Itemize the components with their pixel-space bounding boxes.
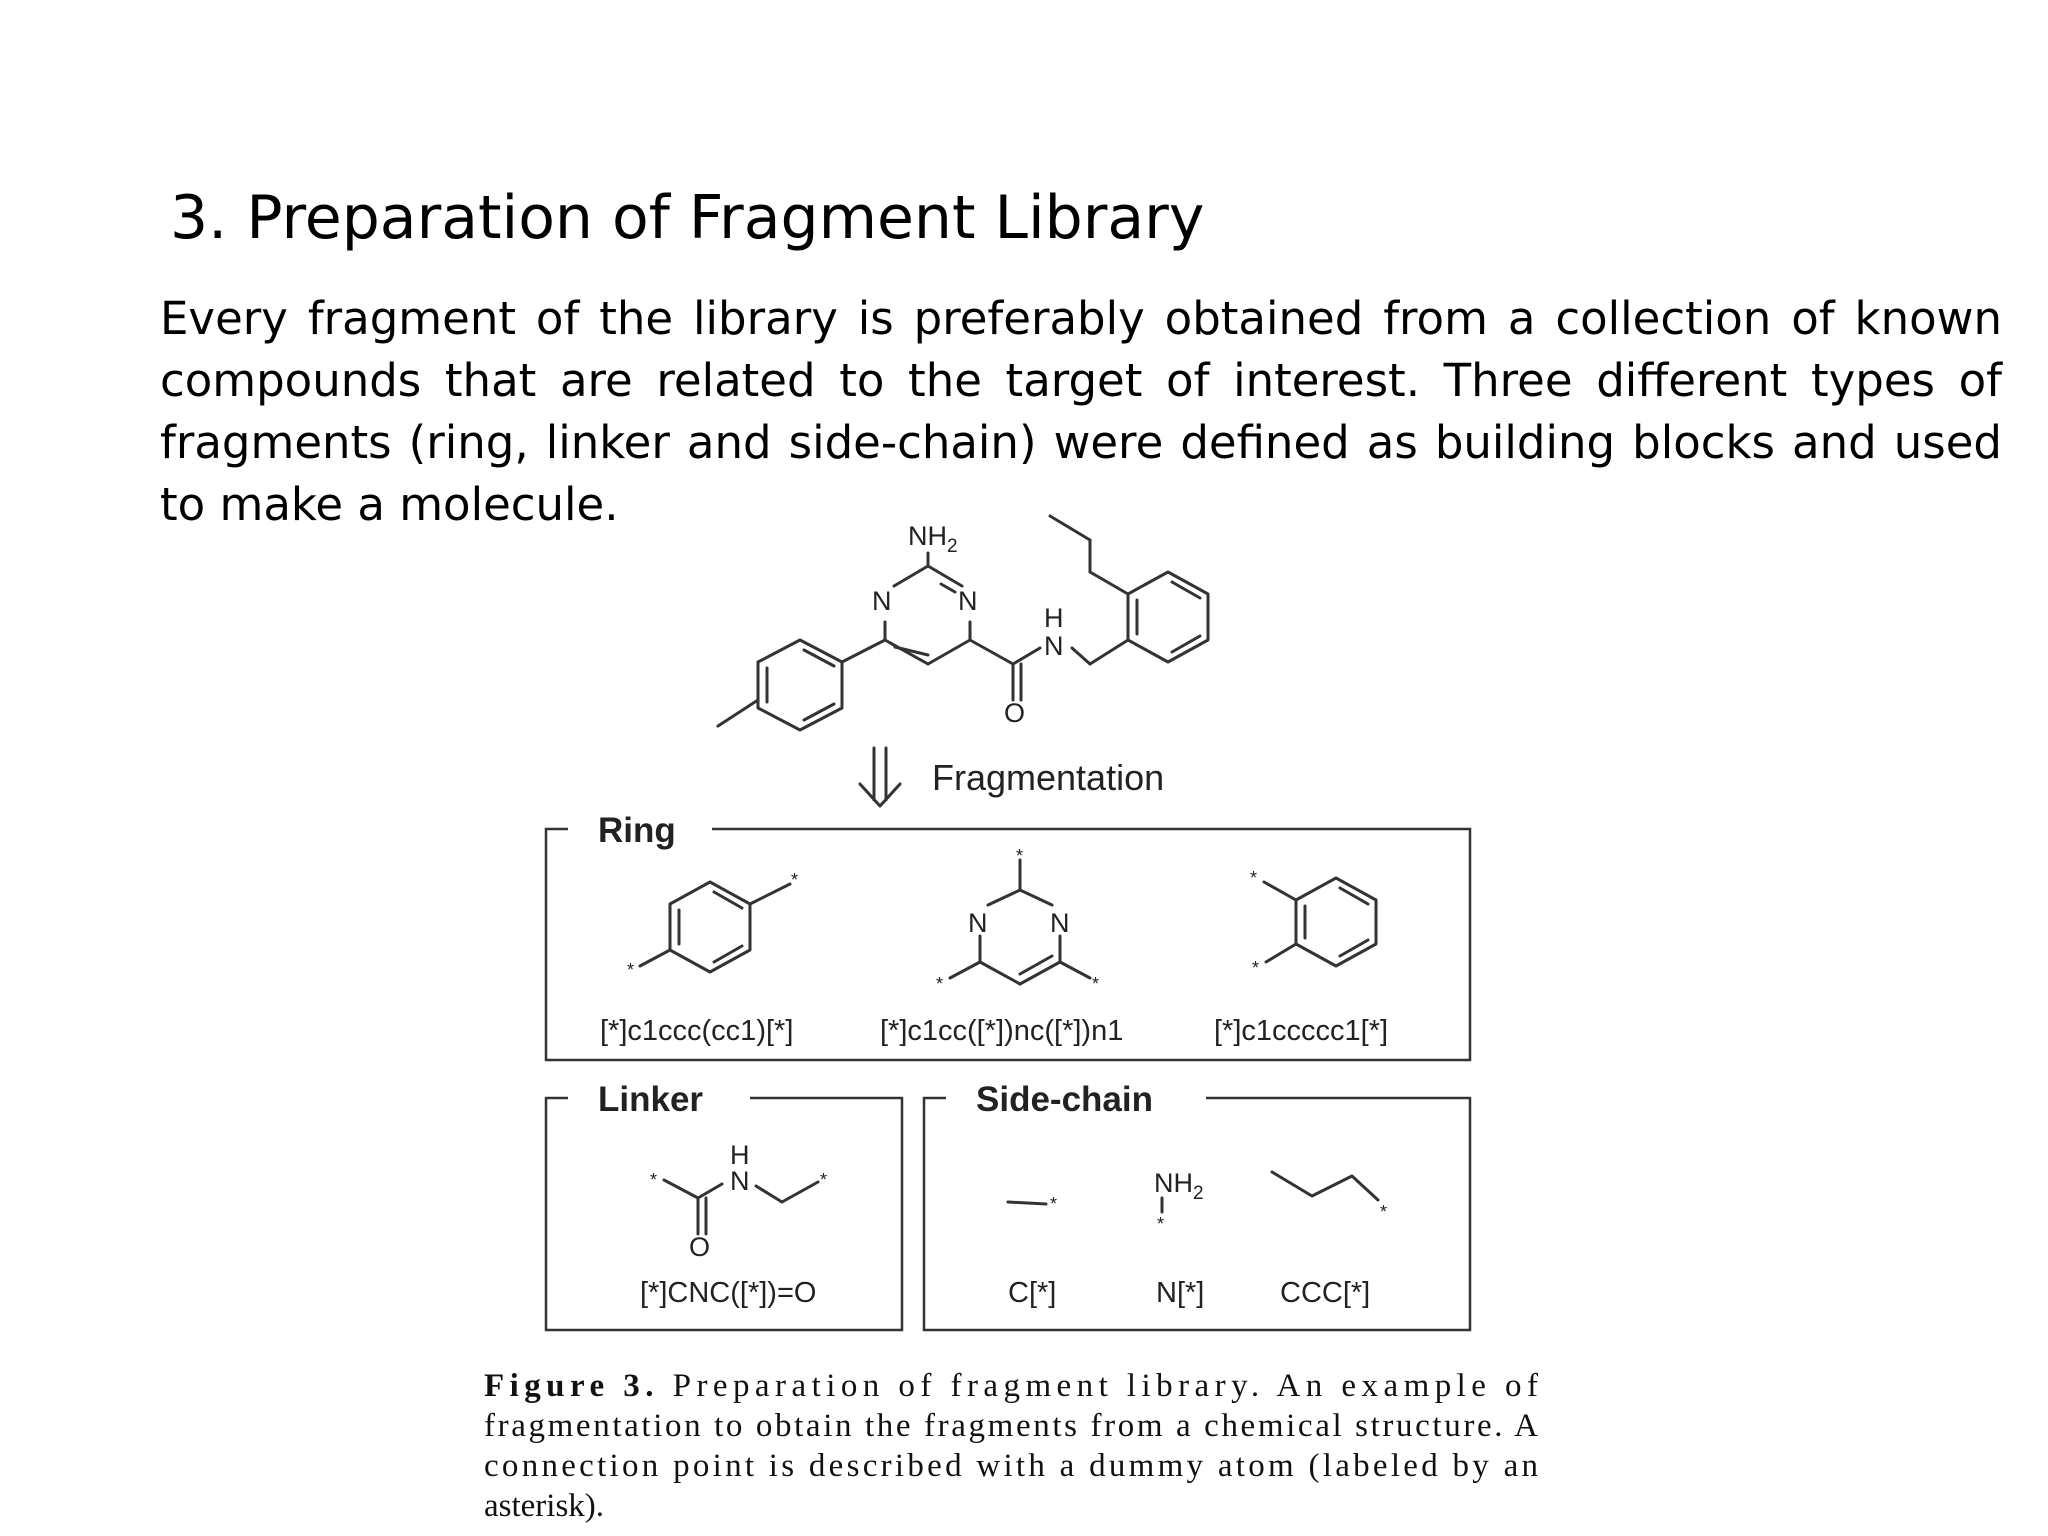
side-chain-smiles-3: CCC[*] (1280, 1277, 1371, 1309)
slide-title: 3. Preparation of Fragment Library (170, 183, 1205, 253)
ring-box (546, 811, 1470, 1060)
fragmentation-arrow (860, 748, 900, 806)
mol-o-label: O (1004, 698, 1026, 728)
caption-label: Figure 3. (484, 1368, 654, 1404)
dummy-atom-marker: * (650, 1170, 658, 1190)
slide-body-text: Every fragment of the library is preferably obtained from a collection of known compounds that are related to the target of interest. Three different types of fragments (ring, linker and side-chain) were defined as building blocks and used to make a molecule. (160, 292, 2002, 531)
linker-h-label: H (730, 1140, 750, 1170)
linker-box-title: Linker (598, 1080, 704, 1119)
ring-smiles-3: [*]c1ccccc1[*] (1214, 1015, 1389, 1047)
ring-n-left-label: N (968, 908, 988, 938)
ring-smiles-2: [*]c1cc([*])nc([*])n1 (880, 1015, 1124, 1047)
ring-smiles-1: [*]c1ccc(cc1)[*] (600, 1015, 794, 1047)
dummy-atom-marker: * (1092, 974, 1100, 994)
linker-smiles: [*]CNC([*])=O (640, 1277, 817, 1309)
ring-fragment-1 (627, 870, 798, 980)
ring-box-title: Ring (598, 811, 676, 850)
dummy-atom-marker: * (1250, 868, 1258, 888)
mol-n-right-label: N (958, 586, 978, 616)
linker-o-label: O (689, 1232, 711, 1262)
dummy-atom-marker: * (1252, 958, 1260, 978)
caption-line-1: Preparation of fragment library. An example of (672, 1368, 1538, 1404)
dummy-atom-marker: * (1157, 1214, 1165, 1234)
side-chain-box (924, 1080, 1470, 1330)
mol-n-left-label: N (872, 586, 892, 616)
ring-fragment-2 (936, 846, 1099, 994)
fragmentation-label: Fragmentation (932, 757, 1165, 798)
dummy-atom-marker: * (820, 1170, 828, 1190)
linker-n-label: N (730, 1166, 750, 1196)
mol-nh2-label: $NH_2$ (908, 521, 958, 557)
ring-n-right-label: N (1050, 908, 1070, 938)
figure-caption (484, 1368, 1538, 1524)
dummy-atom-marker: * (627, 960, 635, 980)
linker-box (546, 1080, 902, 1330)
side-chain-smiles-1: C[*] (1008, 1277, 1057, 1309)
dummy-atom-marker: * (791, 870, 799, 890)
dummy-atom-marker: * (1380, 1202, 1388, 1222)
side-chain-box-title: Side-chain (976, 1080, 1153, 1119)
mol-n-amide-label: N (1044, 631, 1064, 661)
dummy-atom-marker: * (1050, 1194, 1058, 1214)
caption-line-2: fragmentation to obtain the fragments from a chemical structure. A (484, 1408, 1538, 1444)
side-chain-smiles-2: N[*] (1156, 1277, 1205, 1309)
ring-fragment-3 (1250, 868, 1376, 978)
side-chain-nh2-label: $NH_2$ (1154, 1168, 1204, 1204)
mol-h-label: H (1044, 603, 1064, 633)
svg-text:Figure 3. Preparation of (484, 1368, 1538, 1404)
parent-molecule (718, 516, 1208, 730)
dummy-atom-marker: * (1016, 846, 1024, 866)
dummy-atom-marker: * (936, 974, 944, 994)
caption-line-3: connection point is described with a dummy atom (labeled by an (484, 1448, 1538, 1484)
caption-line-4: asterisk). (484, 1488, 605, 1524)
